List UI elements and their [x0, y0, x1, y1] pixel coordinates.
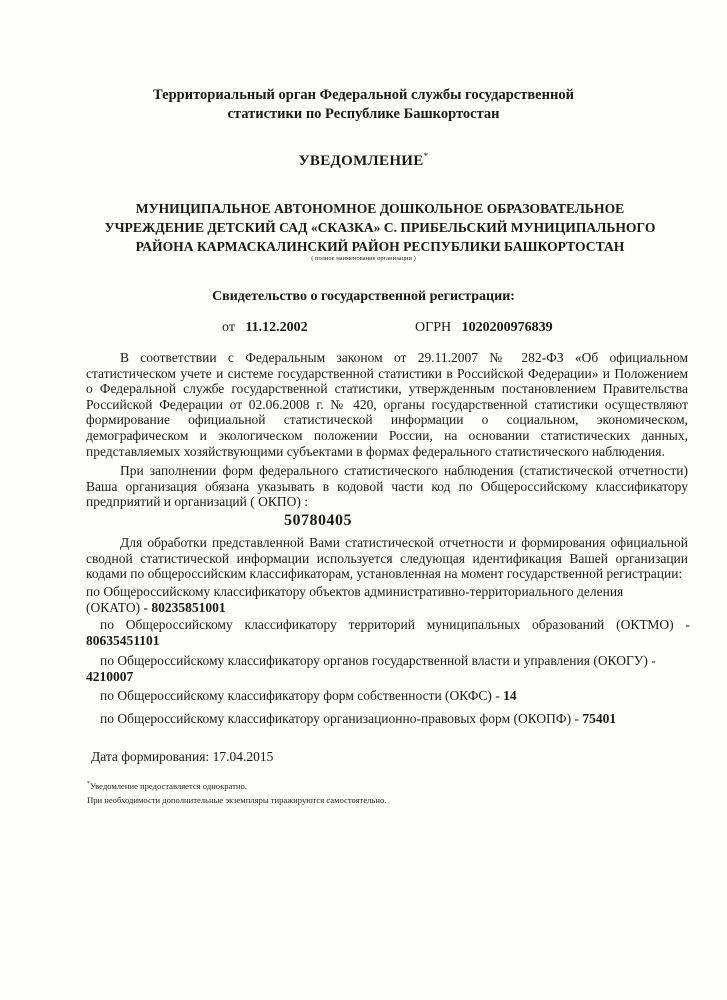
certificate-date-row: [222, 320, 308, 336]
organization-line-1: МУНИЦИПАЛЬНОЕ АВТОНОМНОЕ ДОШКОЛЬНОЕ ОБРАЗОВАТЕЛЬНОЕ: [135, 201, 625, 216]
okpo-code: 50780405: [284, 512, 352, 529]
okato-code: 80235851001: [151, 599, 226, 615]
footnote-line-1: Уведомление предоставляется однократно.: [90, 781, 247, 791]
organization-line-3: РАЙОНА КАРМАСКАЛИНСКИЙ РАЙОН РЕСПУБЛИКИ БАШКОРТОСТАН: [135, 239, 625, 254]
certificate-title: Свидетельство о государственной регистрации:: [212, 289, 515, 304]
okato-text-line-1: по Общероссийскому классификатору объектов административно-территориального деления: [86, 584, 624, 599]
okopf-text: по Общероссийскому классификатору организационно-правовых форм (ОКОПФ) -: [100, 711, 579, 726]
okfs-text: по Общероссийскому классификатору форм собственности (ОКФС) -: [100, 688, 500, 703]
okopf-code: 75401: [582, 711, 617, 726]
title-text: УВЕДОМЛЕНИЕ: [298, 153, 424, 169]
title-footnote-mark: *: [423, 151, 429, 161]
organization-caption: ( полное наименование организации ): [311, 255, 416, 262]
organization-name: [80, 199, 680, 256]
okogu-entry: [86, 653, 690, 684]
identification-paragraph: Для обработки представленной Вами статистической отчетности и формирования официальной сводной статистической информации используется следующая идентификация Вашей организации кодами по общероссийским классификаторам, установленная на момент государственной регистрации:: [86, 535, 688, 582]
oktmo-code: 80635451101: [86, 632, 160, 648]
footnote-line-2: При необходимости дополнительные экземпляры тиражируются самостоятельно.: [87, 795, 387, 805]
header-line-1: Территориальный орган Федеральной службы государственной: [153, 87, 574, 103]
okopf-entry: [100, 711, 616, 727]
document-title: [0, 151, 727, 170]
footnote-1: [87, 781, 247, 791]
okato-text-line-2: (ОКАТО) -: [86, 599, 148, 615]
oktmo-entry: [86, 617, 690, 648]
legal-basis-paragraph: В соответствии с Федеральным законом от 29.11.2007 № 282-ФЗ «Об официальном статистическом учете и системе государственной статистики в Российской Федерации» и Положением о Федеральной службе государственной статистики, утвержденным постановлением Правительства Российской Федерации от 02.06.2008 г. № 420, органы государственной статистики осуществляют формирование официальной статистической информации о социальном, экономическом, демографическом и экологическом положении России, на основании статистических данных, представляемых хозяйствующими субъектами в формах федерального статистического наблюдения.: [86, 350, 688, 459]
okato-entry: [86, 584, 688, 615]
formation-date-row: [91, 749, 273, 765]
okpo-instruction-paragraph: При заполнении форм федерального статистического наблюдения (статистической отчетности) Ваша организация обязана указывать в кодовой части код по Общероссийскому классификатору предприятий и организаций ( ОКПО) :: [86, 463, 688, 510]
organization-line-2: УЧРЕЖДЕНИЕ ДЕТСКИЙ САД «СКАЗКА» С. ПРИБЕЛЬСКИЙ МУНИЦИПАЛЬНОГО: [104, 220, 656, 235]
footnote-mark: *: [87, 781, 90, 788]
formation-date: 17.04.2015: [212, 749, 274, 764]
formation-date-label: Дата формирования:: [91, 749, 210, 764]
okogu-text: по Общероссийскому классификатору органов государственной власти и управления (ОКОГУ) -: [100, 653, 656, 668]
issuing-authority-header: [0, 86, 727, 124]
ogrn-value: 1020200976839: [461, 320, 553, 335]
oktmo-text: по Общероссийскому классификатору территорий муниципальных образований (ОКТМО) -: [100, 617, 690, 632]
okfs-entry: [100, 688, 517, 704]
ogrn-label: ОГРН: [415, 320, 452, 335]
okogu-code: 4210007: [86, 668, 134, 684]
ogrn-row: [415, 320, 553, 336]
okfs-code: 14: [503, 688, 517, 703]
certificate-date: 11.12.2002: [245, 320, 308, 335]
header-line-2: статистики по Республике Башкортостан: [227, 106, 500, 122]
footnote-2: [87, 795, 386, 805]
certificate-from-label: от: [222, 320, 235, 335]
